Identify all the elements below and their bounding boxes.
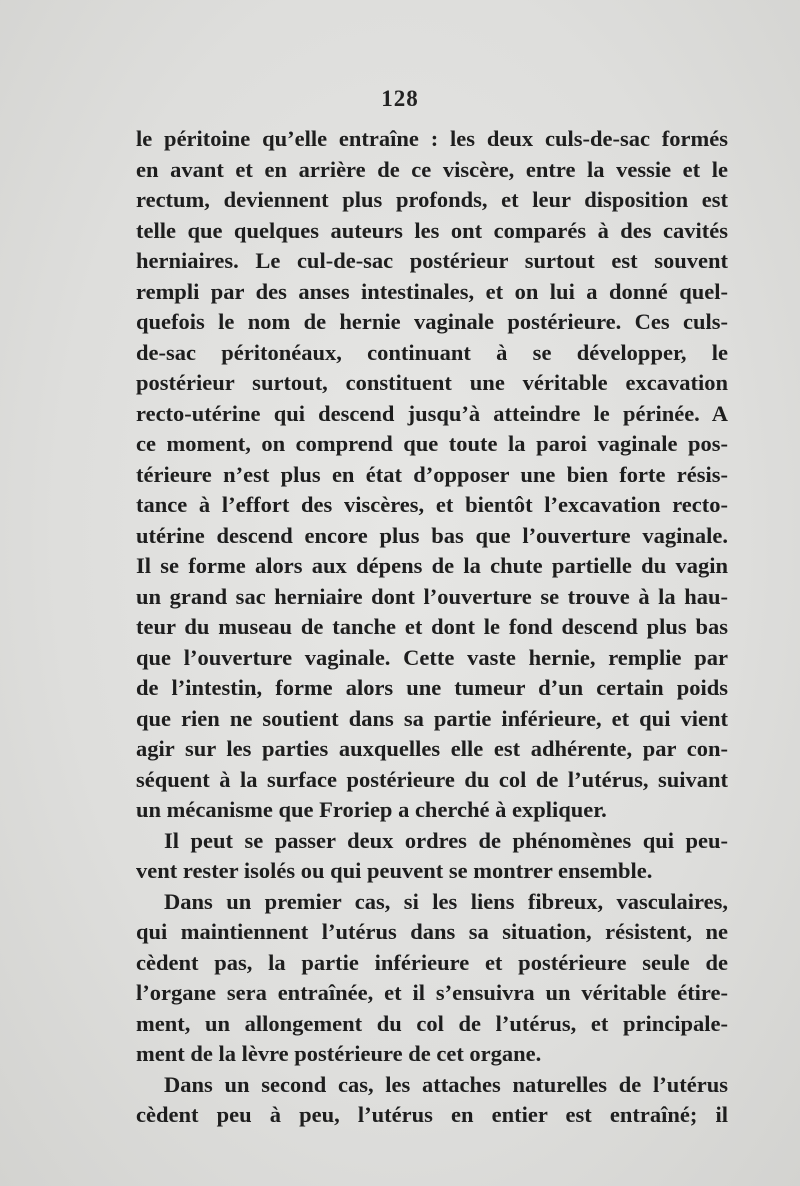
text-line: rectum, deviennent plus profonds, et leur disposition est xyxy=(136,187,728,212)
text-line: en avant et en arrière de ce viscère, entre la vessie et le xyxy=(136,156,728,182)
text-line: l’organe sera entraînée, et il s’ensuivra un véritable étire- xyxy=(136,980,728,1005)
text-line: ce moment, on comprend que toute la paroi vaginale pos- xyxy=(136,431,728,456)
text-line: cèdent pas, la partie inférieure et postérieure seule de xyxy=(136,949,728,975)
text-line: herniaires. Le cul-de-sac postérieur surtout est souvent xyxy=(136,248,728,273)
text-line: teur du museau de tanche et dont le fond descend plus bas xyxy=(136,614,728,639)
text-line: telle que quelques auteurs les ont comparés à des cavités xyxy=(136,217,728,243)
text-line: que l’ouverture vaginale. Cette vaste hernie, remplie par xyxy=(136,644,728,670)
text-line: Dans un second cas, les attaches naturelles de l’utérus xyxy=(164,1071,728,1097)
text-line: agir sur les parties auxquelles elle est adhérente, par con- xyxy=(136,736,728,761)
text-line: que rien ne soutient dans sa partie inférieure, et qui vient xyxy=(136,705,728,731)
page-number: 128 xyxy=(381,86,419,111)
text-line: Il peut se passer deux ordres de phénomènes qui peu- xyxy=(164,827,728,853)
text-line: cèdent peu à peu, l’utérus en entier est entraîné; il xyxy=(136,1102,728,1127)
text-line: térieure n’est plus en état d’opposer une bien forte résis- xyxy=(136,461,728,487)
text-line: séquent à la surface postérieure du col de l’utérus, suivant xyxy=(136,766,728,792)
text-line: Il se forme alors aux dépens de la chute partielle du vagin xyxy=(136,553,728,578)
text-line: recto-utérine qui descend jusqu’à atteindre le périnée. A xyxy=(136,400,728,426)
text-line: qui maintiennent l’utérus dans sa situation, résistent, ne xyxy=(136,919,728,944)
text-line: tance à l’effort des viscères, et bientôt l’excavation recto- xyxy=(136,492,728,517)
text-line: de-sac péritonéaux, continuant à se développer, le xyxy=(136,339,728,365)
text-line: un grand sac herniaire dont l’ouverture se trouve à la hau- xyxy=(136,583,728,609)
text-line: rempli par des anses intestinales, et on lui a donné quel- xyxy=(136,278,728,304)
text-line: ment, un allongement du col de l’utérus, et principale- xyxy=(136,1010,728,1036)
body-text xyxy=(136,124,728,1131)
text-line: Dans un premier cas, si les liens fibreux, vasculaires, xyxy=(164,888,728,914)
text-line: le péritoine qu’elle entraîne : les deux culs-de-sac formés xyxy=(136,126,728,151)
text-line: ment de la lèvre postérieure de cet organe. xyxy=(136,1041,542,1066)
text-line: de l’intestin, forme alors une tumeur d’un certain poids xyxy=(136,675,728,700)
text-line: vent rester isolés ou qui peuvent se montrer ensemble. xyxy=(136,858,653,883)
show-through-text xyxy=(150,1102,730,1142)
text-line: un mécanisme que Froriep a cherché à expliquer. xyxy=(136,797,607,822)
text-line: quefois le nom de hernie vaginale postérieure. Ces culs- xyxy=(136,309,728,334)
text-line: postérieur surtout, constituent une véritable excavation xyxy=(136,370,728,395)
text-line: utérine descend encore plus bas que l’ouverture vaginale. xyxy=(136,522,728,548)
